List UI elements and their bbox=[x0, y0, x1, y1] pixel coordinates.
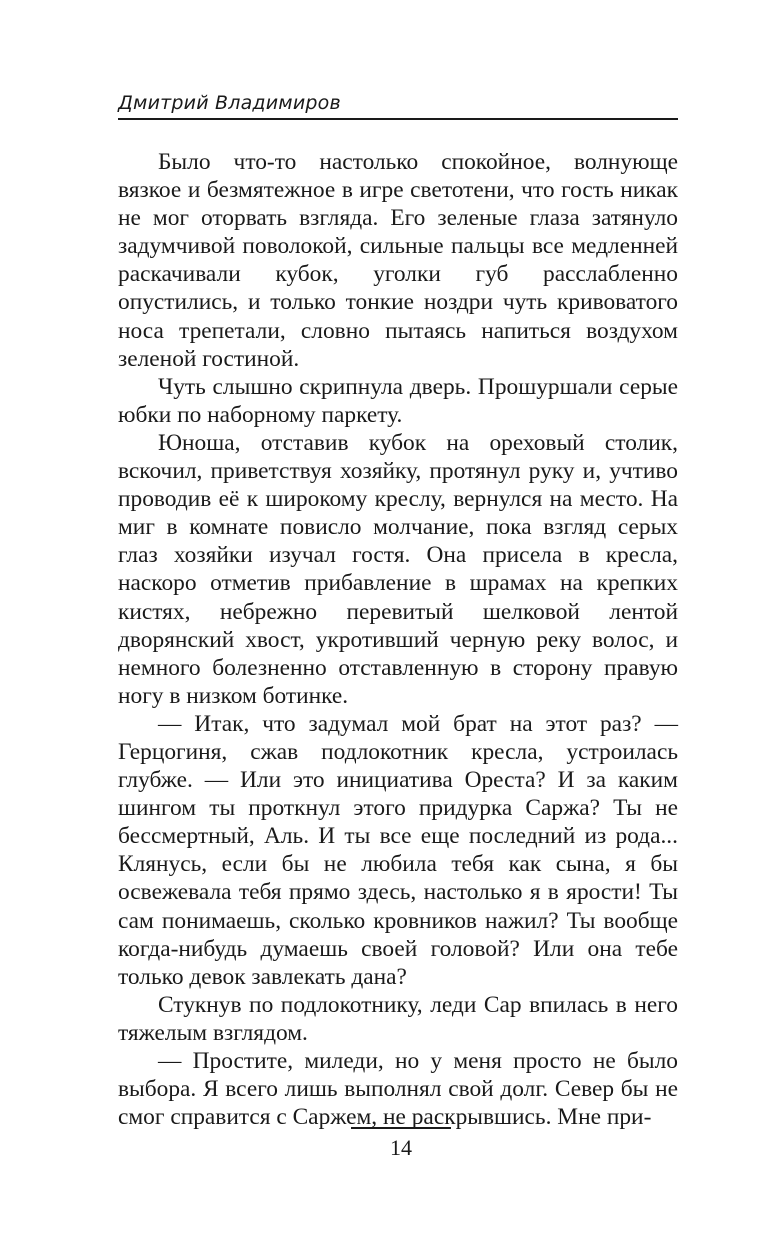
paragraph: Чуть слышно скрипнула дверь. Прошуршали серые юбки по наборному паркету. bbox=[118, 373, 678, 428]
paragraph: Было что-то настолько спокойное, волнующе вязкое и безмятежное в игре светотени, что гость никак не мог оторвать взгляда. Его зеленые глаза затянуло задумчивой поволокой, сильные пальцы все медленней раскачивали кубок, уголки губ расслабленно опустились, и только тонкие ноздри чуть кривоватого носа трепетали, словно пытаясь напиться воздухом зеленой гостиной. bbox=[118, 149, 678, 372]
footer-rule bbox=[351, 1127, 451, 1129]
running-head-author: Дмитрий Владимиров bbox=[118, 92, 341, 114]
paragraph: — Простите, миледи, но у меня просто не было выбора. Я всего лишь выполнял свой долг. Север бы не смог справится с Саржем, не раскрывшись. Мне при- bbox=[118, 1048, 678, 1131]
page-number: 14 bbox=[390, 1135, 412, 1160]
paragraph: — Итак, что задумал мой брат на этот раз? — Герцогиня, сжав подлокотник кресла, устроилась глубже. — Или это инициатива Ореста? И за каким шингом ты проткнул этого придурка Саржа? Ты не бессмертный, Аль. И ты все еще последний из рода... Клянусь, если бы не любила тебя как сына, я бы освежевала тебя прямо здесь, настолько я в ярости! Ты сам понимаешь, сколько кровников нажил? Ты вообще когда-нибудь думаешь своей головой? Или она тебе только девок завлекать дана? bbox=[118, 710, 678, 990]
page-header bbox=[118, 90, 678, 120]
paragraph: Стукнув по подлокотнику, леди Сар впилась в него тяжелым взглядом. bbox=[118, 991, 678, 1046]
body-text bbox=[118, 148, 678, 1131]
paragraph: Юноша, отставив кубок на ореховый столик, вскочил, приветствуя хозяйку, протянул руку и, учтиво проводив её к широкому креслу, вернулся на место. На миг в комнате повисло молчание, пока взгляд серых глаз хозяйки изучал гостя. Она присела в кресла, наскоро отметив прибавление в шрамах на крепких кистях, небрежно перевитый шелковой лентой дворянский хвост, укротивший черную реку волос, и немного болезненно отставленную в сторону правую ногу в низком ботинке. bbox=[118, 429, 678, 709]
